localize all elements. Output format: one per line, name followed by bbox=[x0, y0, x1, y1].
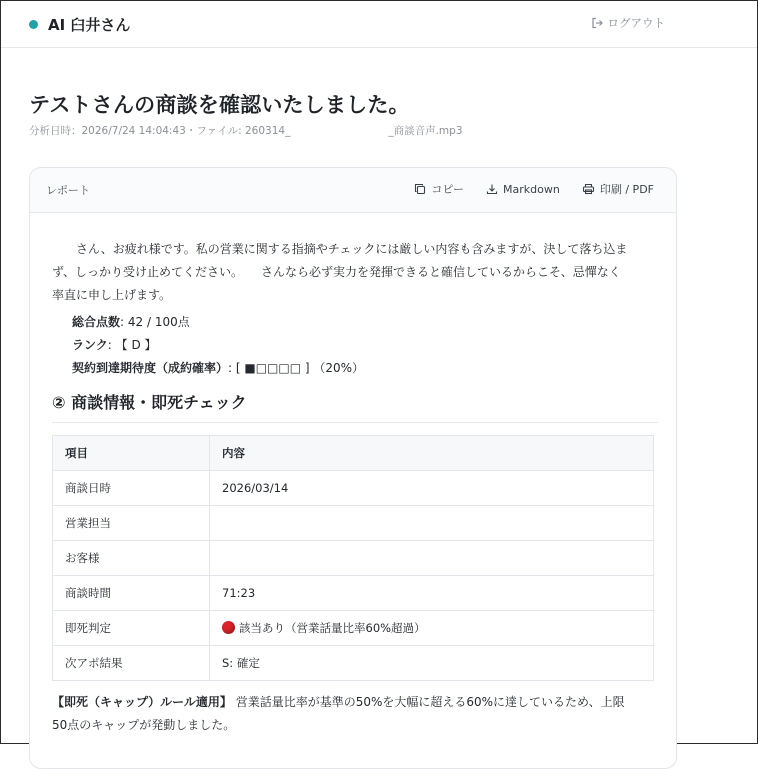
intro-line-3: 率直に申し上げます。 bbox=[52, 288, 172, 302]
score-label: 総合点数 bbox=[72, 315, 121, 329]
score-row bbox=[72, 311, 658, 334]
table-row bbox=[53, 611, 654, 646]
markdown-label: Markdown bbox=[503, 182, 560, 196]
rank-row bbox=[72, 334, 658, 357]
brand bbox=[29, 14, 130, 35]
table-cell: 2026/03/14 bbox=[210, 471, 654, 506]
report-tab-label: レポート bbox=[46, 184, 90, 197]
brand-name: AI 臼井さん bbox=[48, 16, 131, 34]
table-cell: お客様 bbox=[53, 541, 210, 576]
printer-icon bbox=[582, 183, 595, 195]
table-header-content: 内容 bbox=[210, 436, 654, 471]
table-row bbox=[53, 576, 654, 611]
download-icon bbox=[486, 183, 498, 195]
table-row bbox=[53, 541, 654, 576]
brand-dot-icon bbox=[29, 20, 38, 29]
cap-rule-line-2: 50点のキャップが発動しました。 bbox=[52, 718, 236, 732]
cap-rule-line-1: 営業話量比率が基準の50%を大幅に超える60%に達しているため、上限 bbox=[231, 695, 625, 709]
table-row bbox=[53, 646, 654, 681]
table-cell: 営業担当 bbox=[53, 506, 210, 541]
logout-icon bbox=[591, 17, 603, 29]
table-cell bbox=[210, 541, 654, 576]
probability-value: : [ ■□□□□ ] （20%） bbox=[228, 361, 365, 375]
copy-button[interactable] bbox=[414, 181, 464, 197]
table-cell bbox=[210, 506, 654, 541]
rank-label: ランク bbox=[72, 338, 108, 352]
table-cell: 71:23 bbox=[210, 576, 654, 611]
report-card-header bbox=[30, 168, 676, 213]
page-meta bbox=[29, 123, 463, 138]
verdict-text: 該当あり（営業話量比率60%超過） bbox=[239, 620, 426, 635]
logout-button[interactable] bbox=[591, 15, 666, 31]
section-title: ② 商談情報・即死チェック bbox=[52, 390, 658, 423]
report-content bbox=[52, 238, 658, 737]
top-header bbox=[1, 1, 757, 48]
score-summary bbox=[52, 311, 658, 380]
copy-label: コピー bbox=[431, 183, 465, 196]
info-table bbox=[52, 435, 654, 681]
cap-rule-note bbox=[52, 691, 658, 737]
table-cell-verdict bbox=[210, 611, 654, 646]
meta-suffix: _商談音声.mp3 bbox=[388, 125, 463, 137]
rank-value: : 【 D 】 bbox=[107, 338, 157, 352]
meta-text: 分析日時：2026/7/24 14:04:43・ファイル: 260314_ bbox=[29, 125, 291, 137]
table-cell: 次アポ結果 bbox=[53, 646, 210, 681]
print-button[interactable] bbox=[582, 181, 654, 197]
report-actions bbox=[392, 181, 654, 197]
intro-line-2: ず、しっかり受け止めてください。 さんなら必ず実力を発揮できると確信しているからこそ、忌憚なく bbox=[52, 265, 621, 279]
intro-paragraph bbox=[52, 238, 658, 307]
table-header-item: 項目 bbox=[53, 436, 210, 471]
table-row bbox=[53, 471, 654, 506]
table-cell: 商談日時 bbox=[53, 471, 210, 506]
table-cell: 即死判定 bbox=[53, 611, 210, 646]
intro-line-1: さん、お疲れ様です。私の営業に関する指摘やチェックには厳しい内容も含みますが、決して落ち込ま bbox=[76, 242, 628, 256]
probability-row bbox=[72, 357, 658, 380]
table-header-row bbox=[53, 436, 654, 471]
table-cell: S: 確定 bbox=[210, 646, 654, 681]
copy-icon bbox=[414, 183, 426, 195]
logout-label: ログアウト bbox=[607, 16, 665, 30]
report-card bbox=[29, 167, 677, 769]
table-row bbox=[53, 506, 654, 541]
page-title: テストさんの商談を確認いたしました。 bbox=[29, 93, 410, 117]
markdown-button[interactable] bbox=[486, 183, 560, 196]
table-cell: 商談時間 bbox=[53, 576, 210, 611]
probability-label: 契約到達期待度（成約確率） bbox=[72, 361, 229, 375]
print-label: 印刷 / PDF bbox=[599, 183, 654, 196]
red-circle-icon bbox=[222, 621, 235, 634]
score-value: : 42 / 100点 bbox=[120, 315, 190, 329]
cap-rule-label: 【即死（キャップ）ルール適用】 bbox=[52, 695, 232, 709]
